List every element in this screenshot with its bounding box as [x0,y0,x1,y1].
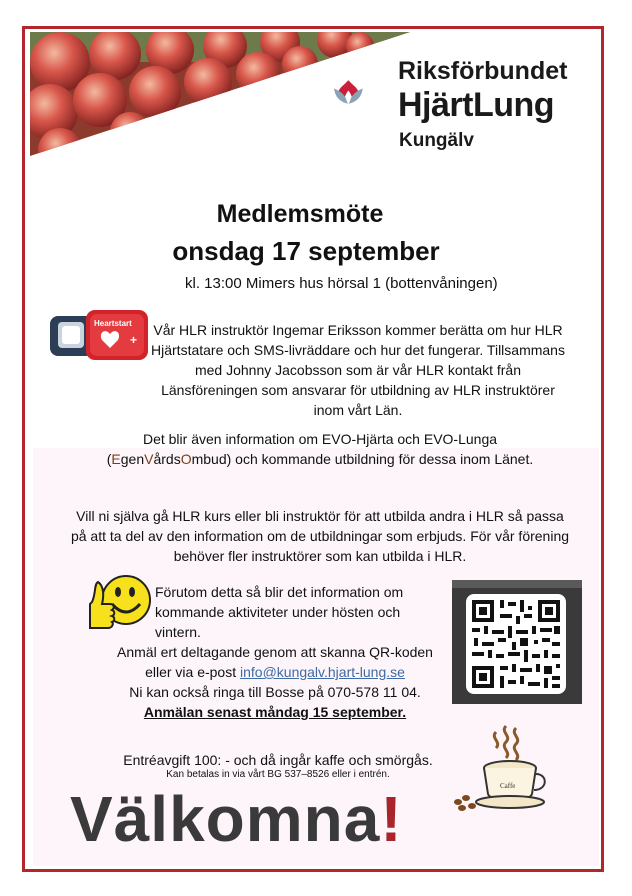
email-line [100,662,450,682]
evo-paren-open: ( [106,451,112,467]
aed-label: Heartstart [94,319,132,328]
qr-code-panel [452,580,582,704]
evo-letter-o: O [180,451,192,467]
evo-ards: årds [153,451,181,467]
coffee-cup-icon [450,722,550,814]
hlr-paragraph: Vår HLR instruktör Ingemar Eriksson kommer berätta om hur HLR Hjärtstatare och SMS-livräddare och hur det fungerar. Tillsammans med Johnny Jacobsson som är vår HLR kontakt från Länsföreningen som ansvarar för utbildning av HLR instruktörer inom vårt Län. [151,322,565,418]
phone-text: Ni kan också ringa till Bosse på 070-578 11 04. [129,684,421,700]
event-date: onsdag 17 september [172,236,440,266]
evo-letter-e: E [111,451,121,467]
deadline-text: Anmälan senast måndag 15 september. [143,704,407,720]
logo-line1: Riksförbundet [398,57,568,85]
email-link[interactable]: info@kungalv.hjart-lung.se [240,664,405,680]
welcome-heading [70,782,403,856]
defibrillator-icon [48,306,152,362]
evo-line1: Det blir även information om EVO-Hjärta och EVO-Lunga [142,431,498,447]
info-block [100,582,450,722]
event-title: Medlemsmöte [216,200,384,228]
evo-paragraph [60,429,580,469]
course-paragraph: Vill ni själva gå HLR kurs eller bli instruktör för att utbilda andra i HLR så passa på att ta del av den information om de utbildningar som erbjuds. För vår förening behöver fler instruktörer som kan utbilda i HLR. [70,508,570,564]
svg-text:+: + [130,333,138,347]
qr-code-icon[interactable] [452,580,582,704]
register-text: Anmäl ert deltagande genom att skanna QR-koden [117,644,433,660]
welcome-exclamation: ! [380,783,403,855]
evo-letter-v: V [144,451,154,467]
payment-text: Kan betalas in via vårt BG 537–8526 eller i entrén. [166,769,390,780]
logo-line2: HjärtLung [398,86,555,124]
logo-line3: Kungälv [399,130,474,151]
event-time-location: kl. 13:00 Mimers hus hörsal 1 (bottenvåningen) [185,275,498,292]
activities-text: Förutom detta så blir det information om kommande aktiviteter under hösten och vintern. [155,584,404,640]
evo-mbud: mbud [191,451,227,467]
hjartlung-logo-icon [333,58,397,124]
evo-gen: gen [120,451,145,467]
evo-rest: ) och kommande utbildning för dessa inom Länet. [226,451,534,467]
cup-label: Caffe [500,782,516,790]
welcome-text: Välkomna [70,783,381,855]
fee-text: Entréavgift 100: - och då ingår kaffe och smörgås. [123,752,433,768]
email-prefix: eller via e-post [145,664,240,680]
